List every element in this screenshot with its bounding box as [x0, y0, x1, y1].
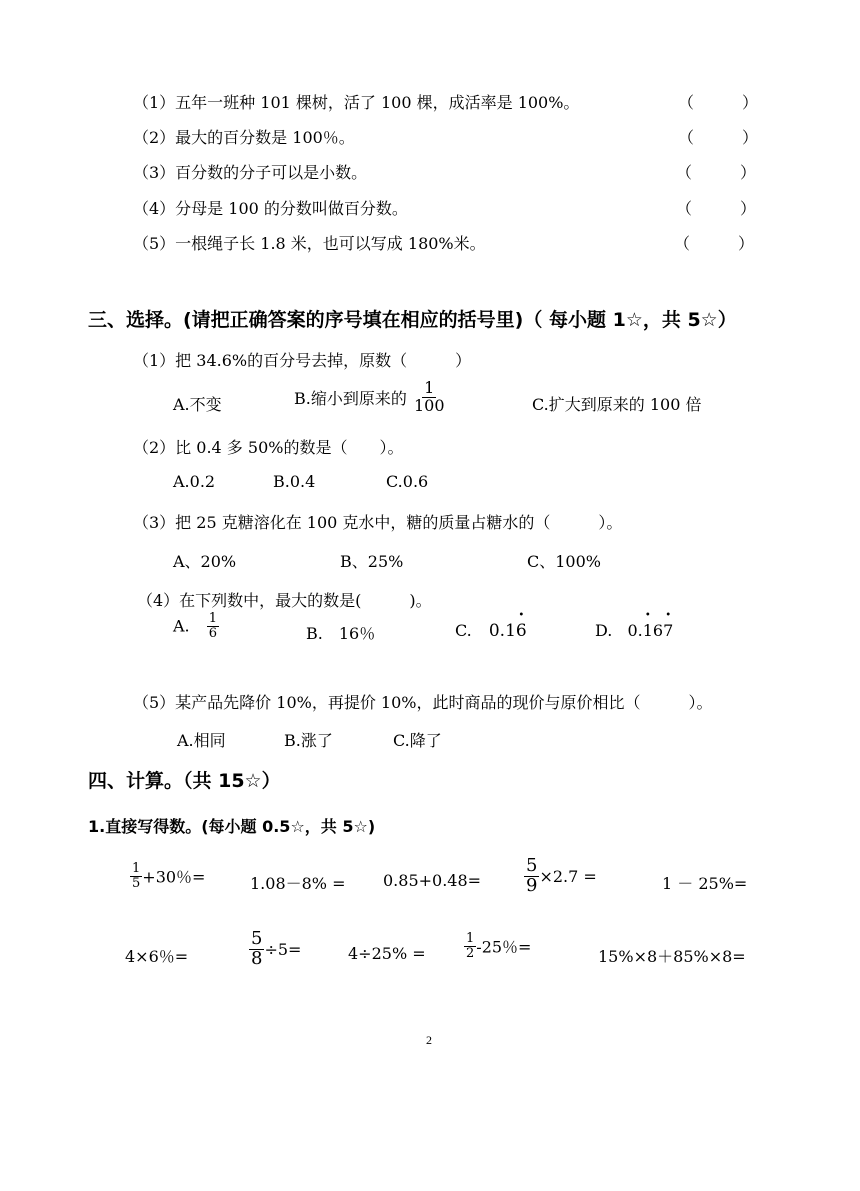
calc-2-1: 4×6％=	[125, 947, 189, 966]
q4-c-repeating-digit: • 6	[516, 621, 527, 641]
q2-option-c: C.0.6	[386, 472, 429, 491]
q5-option-c: C.降了	[393, 731, 442, 750]
q4-a-denominator: 6	[208, 625, 218, 641]
q3-option-b: B、25%	[340, 552, 404, 571]
q4-d-middle: 6	[652, 621, 664, 640]
calc-2-4-fraction	[464, 932, 476, 960]
q3-option-a: A、20%	[173, 552, 237, 571]
q3-stem: （3）把 25 克糖溶化在 100 克水中，糖的质量占糖水的（ ）。	[133, 513, 623, 532]
q1-stem: （1）把 34.6%的百分号去掉，原数（ ）	[133, 351, 472, 370]
calc-1-1-rest: +30％=	[142, 867, 206, 887]
calc-1-4	[524, 857, 597, 896]
q4-option-b: B. 16％	[306, 624, 376, 643]
q4-a-numerator: 1	[208, 611, 218, 626]
judge-item-4: （4）分母是 100 的分数叫做百分数。	[133, 199, 408, 218]
q1-b-denominator: 100	[413, 395, 445, 415]
calc-2-4	[464, 932, 531, 960]
judge-paren-5[interactable]: （ ）	[674, 234, 755, 253]
calc-2-4-numerator: 1	[466, 931, 475, 946]
judge-item-1: （1）五年一班种 101 棵树，活了 100 棵，成活率是 100%。	[133, 93, 580, 112]
q4-option-c	[455, 621, 527, 641]
judge-item-3: （3）百分数的分子可以是小数。	[133, 163, 368, 182]
calc-1-4-denominator: 9	[526, 874, 538, 896]
judge-paren-1[interactable]: （ ）	[678, 93, 759, 112]
calc-2-2-rest: ÷5=	[264, 939, 302, 959]
q1-b-numerator: 1	[424, 378, 435, 397]
q4-a-fraction	[207, 612, 219, 640]
q4-d-repeat-start: • 1	[643, 621, 653, 640]
q3-option-c: C、100%	[527, 552, 601, 571]
section-4-title: 四、计算。（共 15☆）	[88, 770, 281, 792]
calc-2-4-denominator: 2	[466, 945, 475, 961]
calc-1-4-numerator: 5	[526, 855, 538, 876]
judge-item-5: （5）一根绳子长 1.8 米，也可以写成 180%米。	[133, 234, 486, 253]
calc-1-5: 1 － 25%=	[662, 874, 748, 893]
calc-2-2-denominator: 8	[251, 947, 263, 969]
calc-2-2	[249, 930, 301, 969]
q1-option-b-text: B.缩小到原来的	[294, 388, 407, 408]
calc-2-3: 4÷25% =	[348, 944, 426, 963]
q4-d-label: D.	[595, 621, 613, 640]
q2-option-b: B.0.4	[273, 472, 316, 491]
q1-option-c: C.扩大到原来的 100 倍	[532, 395, 702, 414]
calc-1-2: 1.08－8% =	[250, 874, 346, 893]
q2-stem: （2）比 0.4 多 50%的数是（ ）。	[133, 438, 404, 457]
judge-item-2: （2）最大的百分数是 100％。	[133, 128, 355, 147]
q5-option-b: B.涨了	[284, 731, 333, 750]
calc-2-5: 15%×8＋85%×8=	[598, 947, 746, 966]
calc-1-1-fraction	[130, 862, 142, 890]
q1-option-a: A.不变	[173, 395, 222, 414]
judge-paren-4[interactable]: （ ）	[676, 199, 757, 218]
calc-1-4-fraction	[524, 857, 539, 896]
section-4-sub-1: 1.直接写得数。(每小题 0.5☆，共 5☆)	[88, 817, 376, 836]
judge-paren-3[interactable]: （ ）	[676, 163, 757, 182]
q5-option-a: A.相同	[177, 731, 226, 750]
q4-a-label: A.	[173, 616, 190, 636]
judge-paren-2[interactable]: （ ）	[678, 128, 759, 147]
calc-1-1	[130, 862, 205, 890]
q2-option-a: A.0.2	[173, 472, 216, 491]
calc-2-4-rest: -25％=	[476, 937, 532, 957]
q1-option-b-fraction	[412, 380, 447, 415]
q1-option-b	[294, 380, 447, 415]
q4-c-int: 0.1	[488, 621, 516, 641]
q4-d-int: 0.	[627, 621, 643, 640]
q4-c-label: C.	[455, 621, 472, 640]
q4-stem: （4）在下列数中，最大的数是( )。	[137, 591, 432, 610]
calc-1-1-denominator: 5	[132, 875, 141, 891]
section-3-title: 三、选择。(请把正确答案的序号填在相应的括号里)（ 每小题 1☆，共 5☆）	[88, 309, 737, 331]
q4-option-a	[173, 612, 219, 640]
page-number: 2	[426, 1033, 432, 1047]
calc-1-3: 0.85+0.48=	[383, 871, 482, 890]
q5-stem: （5）某产品先降价 10%，再提价 10%，此时商品的现价与原价相比（ ）。	[133, 693, 713, 712]
q4-option-d	[595, 621, 673, 640]
calc-1-1-numerator: 1	[132, 861, 141, 876]
calc-2-2-fraction	[249, 930, 264, 969]
calc-2-2-numerator: 5	[251, 928, 263, 949]
calc-1-4-rest: ×2.7 =	[539, 866, 597, 886]
q4-d-repeat-end: • 7	[663, 621, 673, 640]
